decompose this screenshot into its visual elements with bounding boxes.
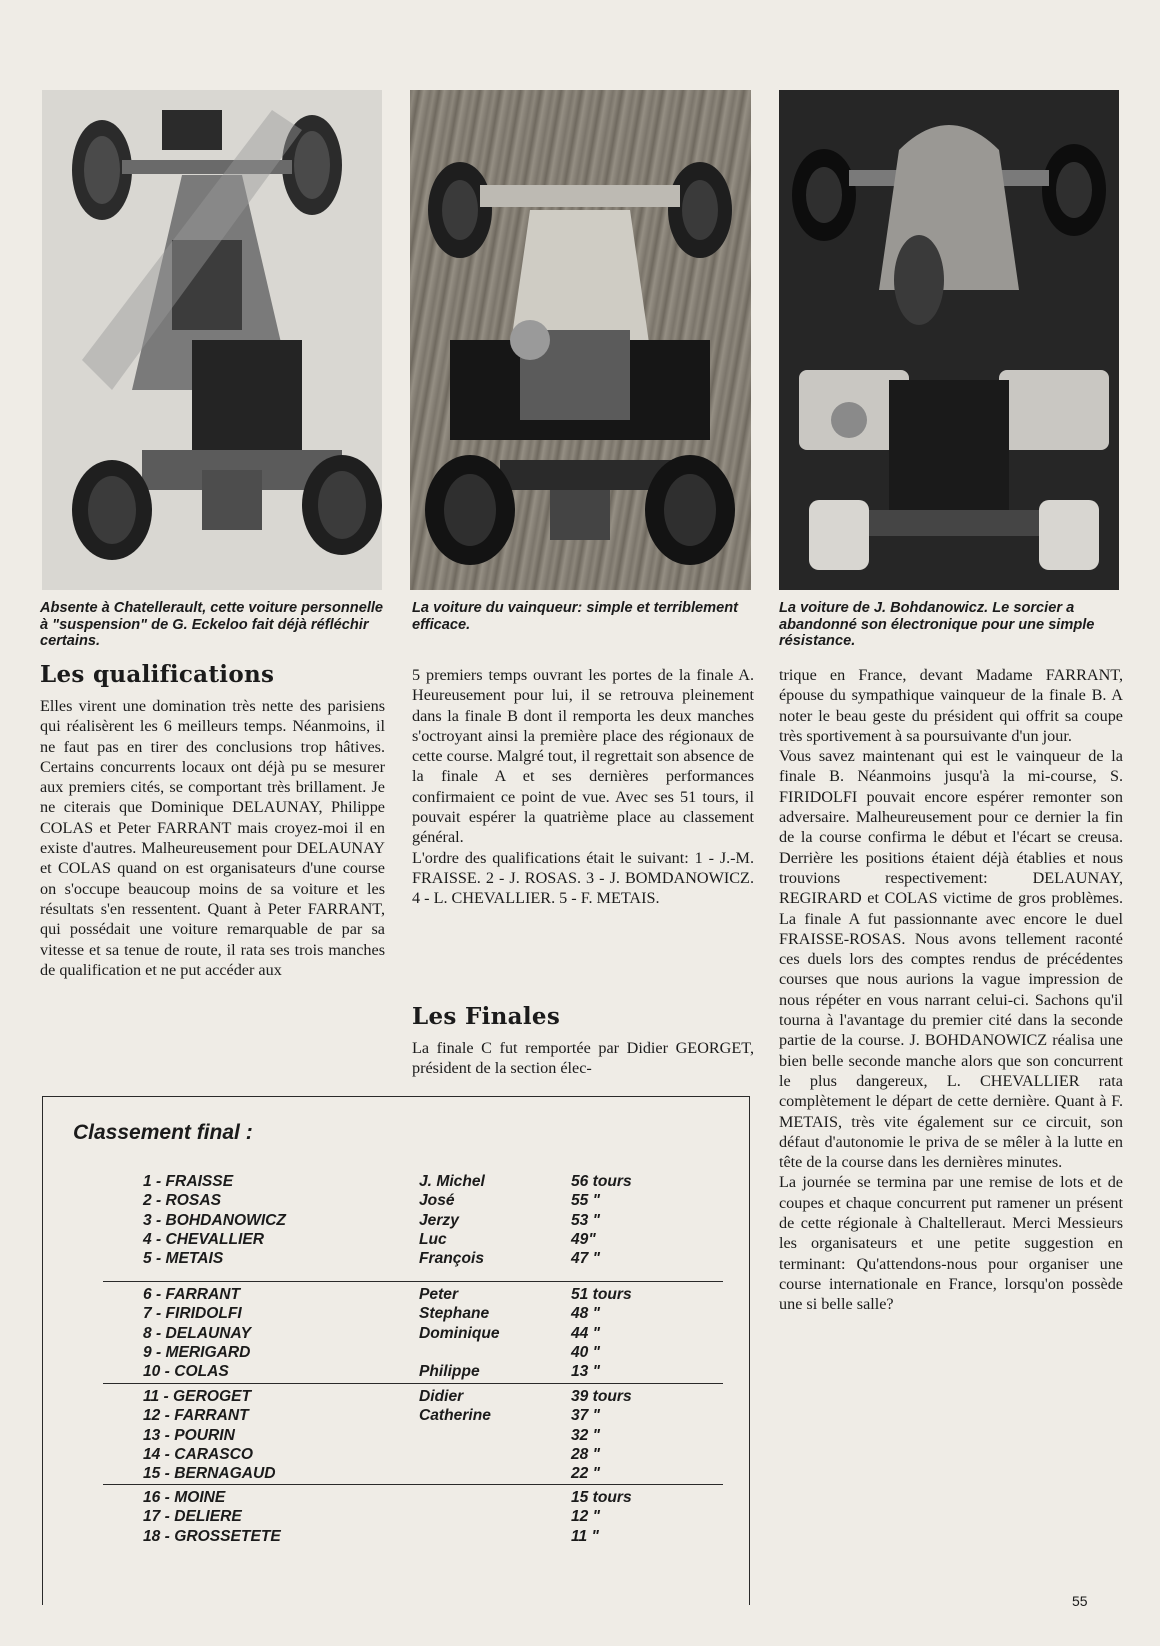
driver-rank-name: 9 - MERIGARD xyxy=(143,1343,251,1361)
driver-laps: 48 " xyxy=(571,1305,601,1323)
driver-laps: 51 tours xyxy=(571,1286,632,1303)
driver-first-name: Peter xyxy=(419,1286,459,1303)
driver-rank-name: 17 - DELIERE xyxy=(143,1508,242,1526)
article-column-2 xyxy=(412,665,754,909)
table-row xyxy=(103,1250,723,1269)
driver-first-name: Didier xyxy=(419,1388,464,1405)
results-group xyxy=(103,1281,723,1382)
table-row xyxy=(103,1528,723,1547)
driver-rank-name: 12 - FARRANT xyxy=(143,1407,249,1425)
driver-rank-name: 13 - POURIN xyxy=(143,1426,235,1444)
driver-laps: 11 " xyxy=(571,1527,599,1545)
article-column-1 xyxy=(40,696,385,980)
table-row xyxy=(103,1465,723,1484)
paragraph: L'ordre des qualifications était le suivant: 1 - J.-M. FRAISSE. 2 - J. ROSAS. 3 - J. BOMDANOWICZ. 4 - L. CHEVALLIER. 5 - F. METAIS. xyxy=(412,848,754,908)
driver-rank-name: 6 - FARRANT xyxy=(143,1286,241,1303)
table-row xyxy=(103,1231,723,1250)
driver-laps: 32 " xyxy=(571,1426,601,1444)
driver-first-name: Luc xyxy=(419,1230,447,1248)
driver-laps: 28 " xyxy=(571,1445,601,1463)
driver-first-name: J. Michel xyxy=(419,1173,485,1190)
paragraph: trique en France, devant Madame FARRANT, épouse du sympathique vainqueur de la finale B. A noter le beau geste du président qui offrit sa coupe très sportivement à sa poursuivante d'un jour. xyxy=(779,666,1123,745)
driver-laps: 40 " xyxy=(571,1343,601,1361)
table-row xyxy=(103,1286,723,1305)
driver-rank-name: 3 - BOHDANOWICZ xyxy=(143,1211,286,1229)
heading-finales: Les Finales xyxy=(412,1003,561,1030)
driver-rank-name: 10 - COLAS xyxy=(143,1363,229,1381)
driver-rank-name: 7 - FIRIDOLFI xyxy=(143,1305,242,1323)
table-row xyxy=(103,1344,723,1363)
driver-laps: 12 " xyxy=(571,1508,601,1526)
driver-laps: 22 " xyxy=(571,1465,601,1483)
table-row xyxy=(103,1363,723,1382)
table-row xyxy=(103,1305,723,1324)
page-number: 55 xyxy=(1072,1593,1088,1609)
driver-laps: 53 " xyxy=(571,1211,601,1229)
paragraph: 5 premiers temps ouvrant les portes de la finale A. Heureusement pour lui, il se retrouva pleinement dans la finale B dont il remporta les deux manches s'octroyant ainsi la première place des régionaux de cette course. Malgré tout, il regrettait son absence de la finale A et ses dernières performances confirmaient ce point de vue. Avec ses 51 tours, il pouvait espérer la quatrième place au classement général. xyxy=(412,666,754,847)
results-group xyxy=(103,1484,723,1547)
driver-laps: 56 tours xyxy=(571,1173,632,1190)
table-row xyxy=(103,1192,723,1211)
table-row xyxy=(103,1173,723,1192)
driver-rank-name: 15 - BERNAGAUD xyxy=(143,1465,276,1483)
paragraph: La finale C fut remportée par Didier GEORGET, président de la section élec- xyxy=(412,1039,754,1078)
driver-rank-name: 2 - ROSAS xyxy=(143,1192,221,1210)
driver-laps: 13 " xyxy=(571,1363,601,1381)
driver-laps: 39 tours xyxy=(571,1388,632,1405)
driver-rank-name: 18 - GROSSETETE xyxy=(143,1527,281,1545)
driver-rank-name: 16 - MOINE xyxy=(143,1489,226,1506)
results-title: Classement final : xyxy=(73,1121,253,1144)
heading-qualifications: Les qualifications xyxy=(40,661,275,688)
paragraph: Elles virent une domination très nette des parisiens qui réalisèrent les 6 meilleurs temps. Néanmoins, il ne faut pas en tirer des conclusions trop hâtives. Certains concurrents locaux ont déjà pu se mesurer aux premiers cités, se comportant très brillament. Je ne citerais que Dominique DELAUNAY, Philippe COLAS et Peter FARRANT mais croyez-moi il en existe d'autres. Malheureusement pour DELAUNAY et COLAS quand on est organisateurs d'une course on s'occupe beaucoup moins de sa voiture et les résultats s'en ressentent. Quant à Peter FARRANT, qui possédait une voiture remarquable de par sa vitesse et sa tenue de route, il rata ses trois manches de qualification et ne put accéder aux xyxy=(40,697,385,979)
table-row xyxy=(103,1325,723,1344)
table-row xyxy=(103,1388,723,1407)
driver-laps: 37 " xyxy=(571,1407,601,1425)
paragraph: La journée se termina par une remise de lots et de coupes et chaque concurrent put ramener un présent de cette régionale à Chaltelleraut. Merci Messieurs les organisateurs et une petite suggestion en terminant: Qu'attendons-nous pour organiser une course internationale en France, lorsqu'on possède une si belle salle? xyxy=(779,1173,1123,1314)
photo-eckeloo-car xyxy=(42,90,382,590)
driver-first-name: Jerzy xyxy=(419,1211,459,1229)
table-row xyxy=(103,1508,723,1527)
driver-rank-name: 8 - DELAUNAY xyxy=(143,1324,252,1342)
caption-photo-1: Absente à Chatellerault, cette voiture personnelle à "suspension" de G. Eckeloo fait déjà réfléchir certains. xyxy=(40,600,384,649)
driver-first-name: Philippe xyxy=(419,1363,480,1381)
driver-rank-name: 14 - CARASCO xyxy=(143,1445,254,1463)
table-row xyxy=(103,1427,723,1446)
driver-rank-name: 1 - FRAISSE xyxy=(143,1173,234,1190)
driver-first-name: Dominique xyxy=(419,1324,500,1342)
paragraph: Vous savez maintenant qui est le vainqueur de la finale B. Néanmoins jusqu'à la mi-course, S. FIRIDOLFI pouvait encore espérer remonter son adversaire. Malheureusement pour ce dernier la fin de la course confirma le début et l'écart se creusa. Derrière les positions étaient déjà établies et nous trouvions respectivement: DELAUNAY, REGIRARD et COLAS victime de gros problèmes. La finale A fut passionnante avec encore le duel FRAISSE-ROSAS. Nous avons tellement raconté ces duels lors des comptes rendus de précédentes courses que nous aurions la vague impression de nous répéter en vous narrant celui-ci. Sachons qu'il tourna à l'avantage du premier cité dans la seconde partie de la course. J. BOHDANOWICZ réalisa une bien belle seconde manche alors que son concurrent le plus dangereux, L. CHEVALLIER rata complètement le départ de cette dernière. Quant à F. METAIS, très vite également sur ce circuit, son défaut d'autonomie le priva de se mêler à la lutte en tête de la course dans les dernières minutes. xyxy=(779,747,1123,1172)
driver-laps: 55 " xyxy=(571,1192,601,1210)
driver-first-name: Stephane xyxy=(419,1305,490,1323)
driver-first-name: Catherine xyxy=(419,1407,491,1425)
driver-rank-name: 5 - METAIS xyxy=(143,1250,224,1268)
driver-first-name: François xyxy=(419,1250,484,1268)
article-column-2-continued xyxy=(412,1038,754,1079)
results-group xyxy=(103,1173,723,1269)
driver-laps: 47 " xyxy=(571,1250,601,1268)
driver-rank-name: 4 - CHEVALLIER xyxy=(143,1230,265,1248)
photo-bohdanowicz-car xyxy=(779,90,1119,590)
table-row xyxy=(103,1407,723,1426)
photo-winner-car xyxy=(410,90,751,590)
table-row xyxy=(103,1212,723,1231)
caption-photo-2: La voiture du vainqueur: simple et terriblement efficace. xyxy=(412,600,738,633)
table-row xyxy=(103,1446,723,1465)
driver-rank-name: 11 - GEROGET xyxy=(143,1388,252,1405)
driver-laps: 49" xyxy=(571,1230,596,1248)
table-row xyxy=(103,1489,723,1508)
caption-photo-3: La voiture de J. Bohdanowicz. Le sorcier a abandonné son électronique pour une simple résistance. xyxy=(779,600,1095,649)
driver-laps: 44 " xyxy=(571,1324,601,1342)
driver-first-name: José xyxy=(419,1192,455,1210)
article-column-3 xyxy=(779,665,1123,1315)
driver-laps: 15 tours xyxy=(571,1489,632,1506)
results-box xyxy=(42,1096,750,1605)
results-group xyxy=(103,1383,723,1484)
